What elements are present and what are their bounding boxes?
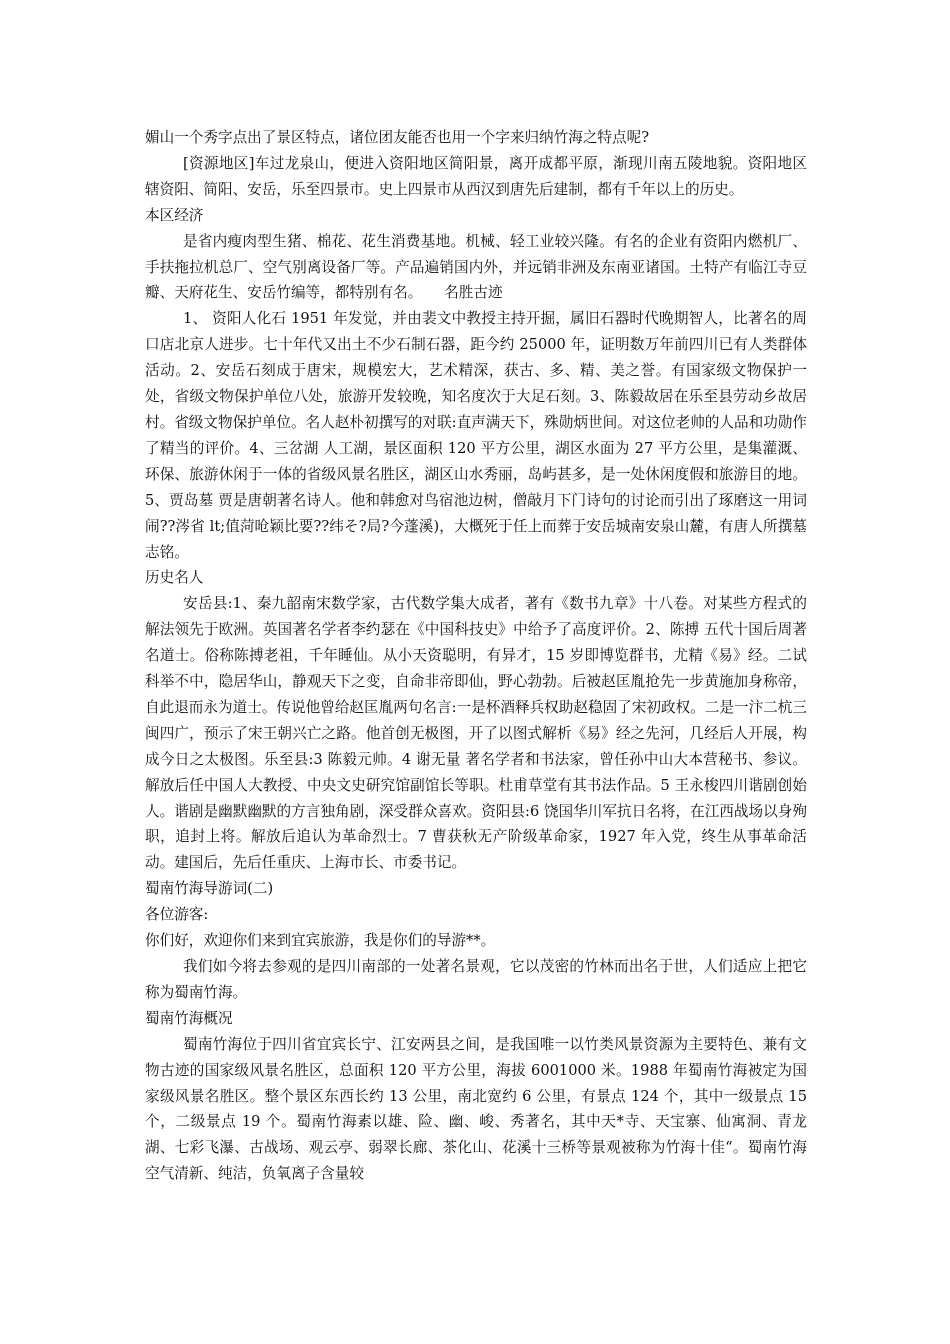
heading-bamboo-overview: 蜀南竹海概况 — [145, 1009, 233, 1027]
greeting-visitors: 各位游客: — [145, 906, 209, 924]
paragraph-intro: 媚山一个秀字点出了景区特点，诸位团友能否也用一个字来归纳竹海之特点呢? — [145, 129, 650, 146]
paragraph-historical-figures: 安岳县:1、秦九韶南宋数学家，古代数学集大成者，著有《数书九章》十八卷。对某些方程式的解法领先于欧洲。英国著名学者李约瑟在《中国科技史》中给予了高度评价。2、陈搏 五代十国后周著名道士。俗称陈搏老祖，千年睡仙。从小天资聪明，有异才，15 岁即博览群书，尤精《易》经。二试科举不中，隐居华山，静观天下之变，自命非帝即仙，野心勃勃。后被赵匡胤抢先一步黄施加身称帝，自此退而永为道士。传说他曾给赵匡胤两句名言:一是杯酒释兵权助赵稳固了宋初政权。二是一汴二杭三闽四广，预示了宋王朝兴亡之路。他首创无极图，开了以图式解析《易》经之先河，几经后人开展，构成今日之太极图。乐至县:3 陈毅元帅。4 谢无量 著名学者和书法家，曾任孙中山大本营秘书、参议。解放后任中国人大教授、中央文史研究馆副馆长等职。杜甫草堂有其书法作品。5 王永梭四川谐剧创始人。谐剧是幽默幽默的方言独角剧，深受群众喜欢。资阳县:6 饶国华川军抗日名将，在江西战场以身殉职，追封上将。解放后追认为革命烈士。7 曹获秋无产阶级革命家，1927 年入党，终生从事革命活动。建国后，先后任重庆、上海市长、市委书记。 — [145, 595, 807, 872]
document-page — [145, 125, 807, 1187]
greeting-welcome: 你们好，欢迎你们来到宜宾旅游，我是你们的导游**。 — [145, 932, 496, 950]
paragraph-economy: 是省内瘦肉型生猪、棉花、花生消费基地。机械、轻工业较兴隆。有名的企业有资阳内燃机厂、手扶拖拉机总厂、空气别离设备厂等。产品遍销国内外，并远销非洲及东南亚诸国。土特产有临江寺豆瓣、天府花生、安岳竹编等，都特别有名。 名胜古迹 — [145, 232, 807, 302]
paragraph-scenic-sites: 1、 资阳人化石 1951 年发觉，并由裴文中教授主持开掘，属旧石器时代晚期智人，比著名的周口店北京人进步。七十年代又出土不少石制石器，距今约 25000 年，证明数万年前四川已有人类群体活动。2、安岳石刻成于唐宋，规模宏大，艺术精深，获古、多、精、美之誉。有国家级文物保护一处，省级文物保护单位八处，旅游开发较晚，知名度次于大足石刻。3、陈毅故居在乐至县劳动乡故居村。省级文物保护单位。名人赵朴初撰写的对联:直声满天下，殊勋炳世间。对这位老帅的人品和功勋作了精当的评价。4、三岔湖 人工湖，景区面积 120 平方公里，湖区水面为 27 平方公里，是集灌溉、环保、旅游休闲于一体的省级风景名胜区，湖区山水秀丽，岛屿甚多，是一处休闲度假和旅游目的地。5、贾岛墓 贾是唐朝著名诗人。他和韩愈对鸟宿池边树，僧敲月下门诗句的讨论而引出了琢磨这一用词闹??涔省 lt;值菏呛颖比要??纬そ?局?今蓬溪)，大概死于任上而葬于安岳城南安泉山麓，有唐人所撰墓志铭。 — [145, 310, 807, 561]
paragraph-bamboo-intro: 我们如今将去参观的是四川南部的一处著名景观，它以茂密的竹林而出名于世，人们适应上把它称为蜀南竹海。 — [145, 958, 807, 1001]
heading-historical-figures: 历史名人 — [145, 569, 204, 587]
paragraph-bamboo-overview: 蜀南竹海位于四川省宜宾长宁、江安两县之间，是我国唯一以竹类风景资源为主要特色、兼有文物古迹的国家级风景名胜区，总面积 120 平方公里，海拔 6001000 米。1988 年蜀南竹海被定为国家级风景名胜区。整个景区东西长约 13 公里，南北宽约 6 公里，有景点 124 个，其中一级景点 15 个，二级景点 19 个。蜀南竹海素以雄、险、幽、峻、秀著名，其中天*寺、天宝寨、仙寓洞、青龙湖、七彩飞瀑、古战场、观云亭、弱翠长廊、茶化山、花溪十三桥等景观被称为竹海十佳“。蜀南竹海空气清新、纯洁，负氧离子含量较 — [145, 1035, 807, 1183]
heading-bamboo-sea-guide: 蜀南竹海导游词(二) — [145, 880, 274, 898]
heading-regional-economy: 本区经济 — [145, 206, 204, 224]
paragraph-resource-region: [资源地区]车过龙泉山，便进入资阳地区简阳景，离开成都平原，渐现川南五陵地貌。资阳地区辖资阳、简阳、安岳，乐至四景市。史上四景市从西汉到唐先后建制，都有千年以上的历史。 — [145, 154, 807, 198]
